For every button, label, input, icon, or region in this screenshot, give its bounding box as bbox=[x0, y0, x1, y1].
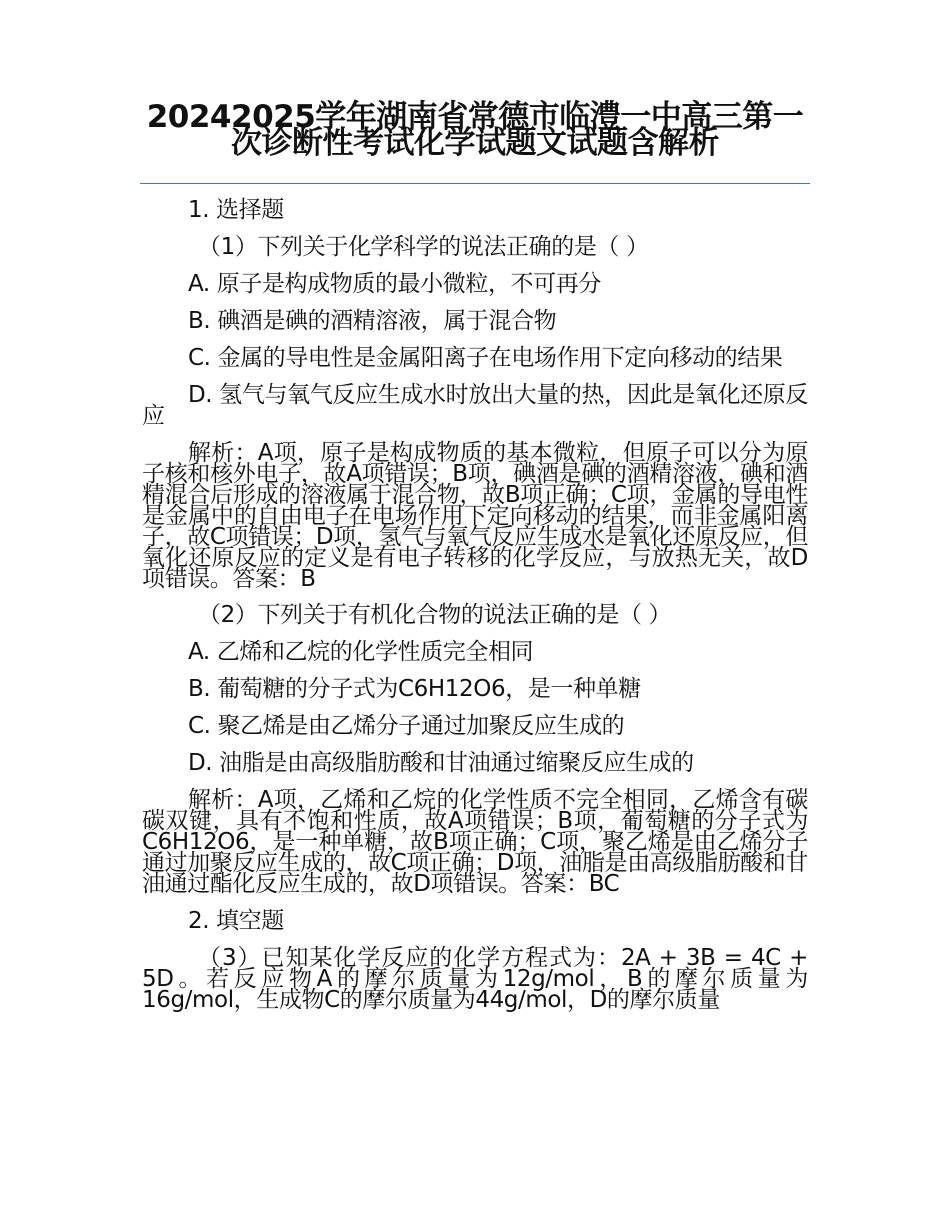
answer-option: A. 乙烯和乙烷的化学性质完全相同 bbox=[188, 639, 534, 665]
answer-option: A. 原子是构成物质的最小微粒，不可再分 bbox=[188, 271, 601, 297]
section-heading: 1. 选择题 bbox=[188, 197, 284, 223]
title-divider bbox=[140, 183, 810, 184]
document-body bbox=[142, 197, 808, 1013]
answer-option: B. 葡萄糖的分子式为C6H12O6，是一种单糖 bbox=[188, 676, 641, 702]
question-stem: （1）下列关于化学科学的说法正确的是（ ） bbox=[198, 234, 649, 260]
question-stem: （2）下列关于有机化合物的说法正确的是（ ） bbox=[198, 602, 672, 628]
answer-option: D. 氢气与氧气反应生成水时放出大量的热，因此是氧化还原反应 bbox=[142, 382, 808, 429]
document-title: 20242025学年湖南省常德市临澧一中高三第一次诊断性考试化学试题文试题含解析 bbox=[146, 99, 804, 161]
analysis-paragraph: 解析：A项，原子是构成物质的基本微粒，但原子可以分为原子核和核外电子，故A项错误；B项，碘酒是碘的酒精溶液，碘和酒精混合后形成的溶液属于混合物，故B项正确；C项，金属的导电性是金属中的自由电子在电场作用下定向移动的结果，而非金属阳离子，故C项错误；D项，氢气与氧气反应生成水是氧化还原反应，但氧化还原反应的定义是有电子转移的化学反应，与放热无关，故D项错误。答案：B bbox=[142, 440, 808, 592]
answer-option: C. 聚乙烯是由乙烯分子通过加聚反应生成的 bbox=[188, 713, 625, 739]
answer-option: B. 碘酒是碘的酒精溶液，属于混合物 bbox=[188, 308, 557, 334]
analysis-paragraph: 解析：A项，乙烯和乙烷的化学性质不完全相同，乙烯含有碳碳双键，具有不饱和性质，故A项错误；B项，葡萄糖的分子式为C6H12O6，是一种单糖，故B项正确；C项，聚乙烯是由乙烯分子通过加聚反应生成的，故C项正确；D项，油脂是由高级脂肪酸和甘油通过酯化反应生成的，故D项错误。答案：BC bbox=[142, 787, 808, 897]
answer-option: D. 油脂是由高级脂肪酸和甘油通过缩聚反应生成的 bbox=[188, 750, 694, 776]
answer-option: C. 金属的导电性是金属阳离子在电场作用下定向移动的结果 bbox=[188, 345, 783, 371]
question-stem: （3）已知某化学反应的化学方程式为：2A + 3B = 4C + 5D。若反应物A的摩尔质量为12g/mol，B的摩尔质量为16g/mol，生成物C的摩尔质量为44g/mol，D的摩尔质量 bbox=[142, 945, 808, 1013]
section-heading: 2. 填空题 bbox=[188, 908, 284, 934]
